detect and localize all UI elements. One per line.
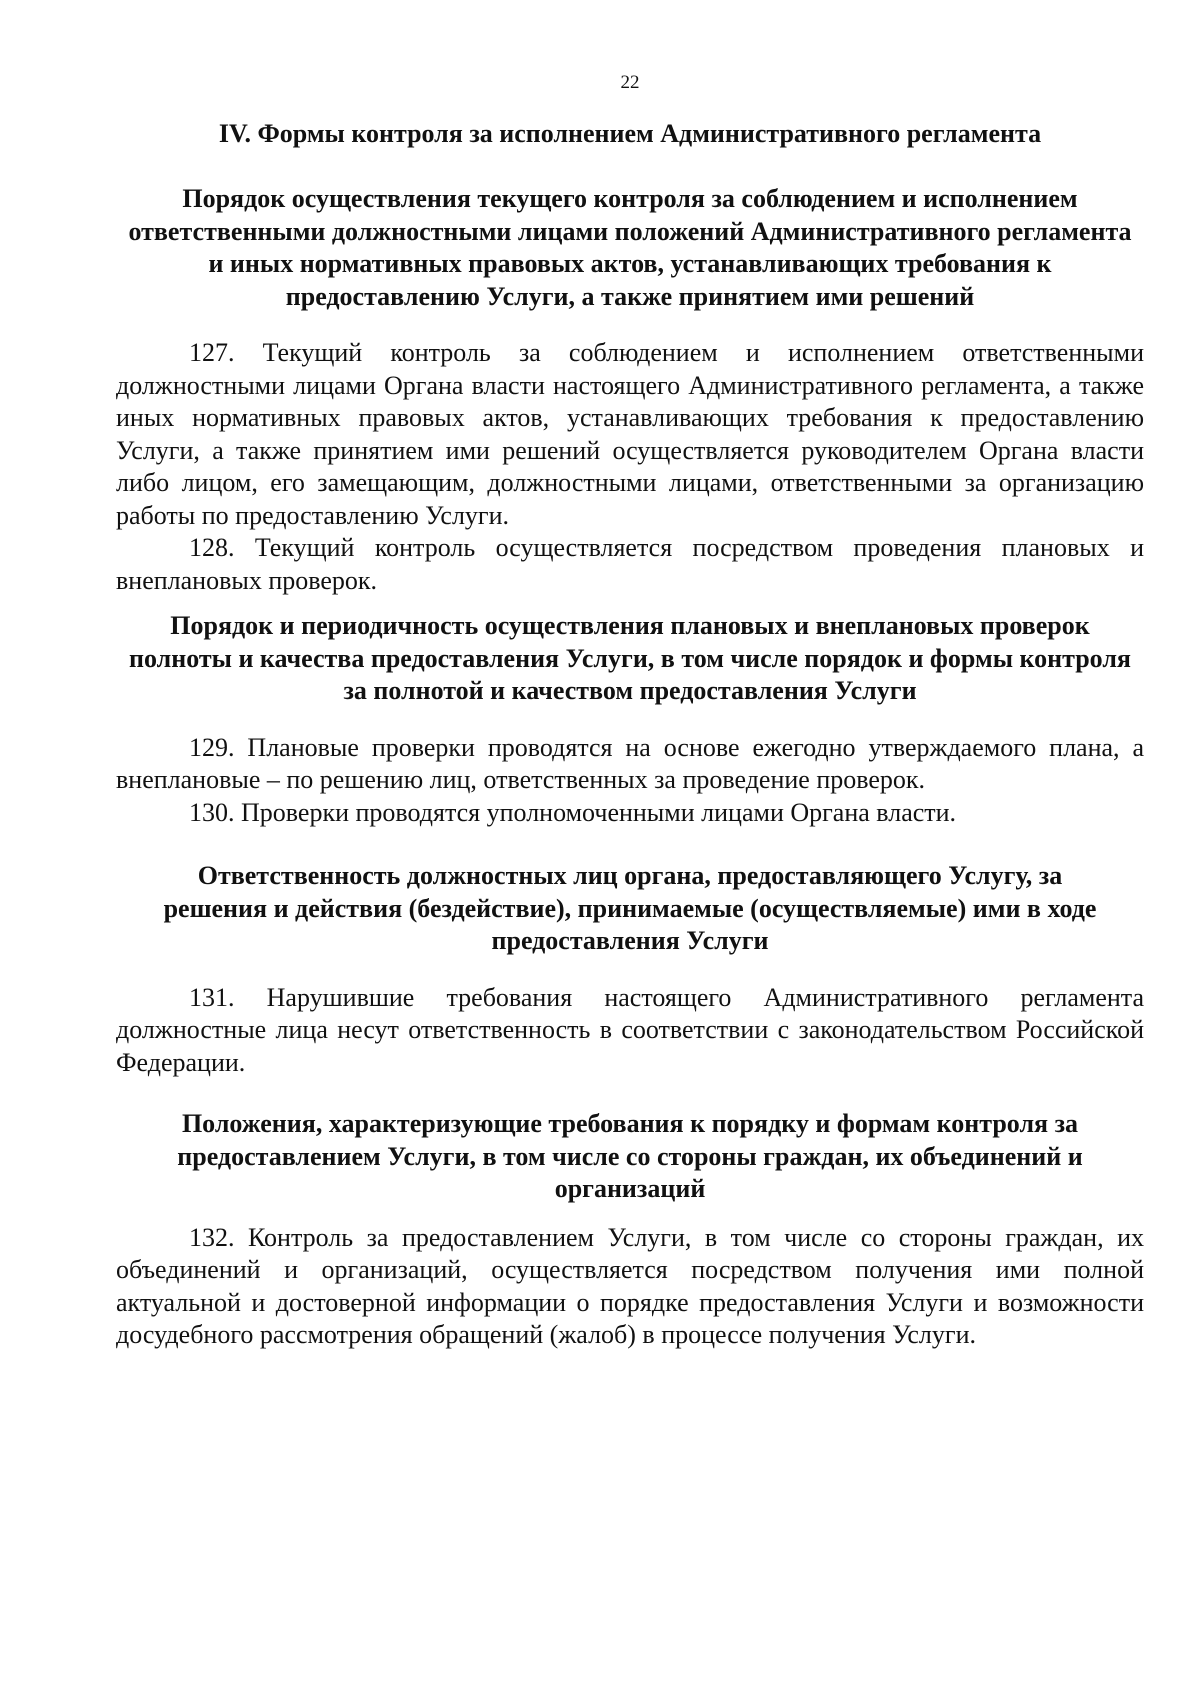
page-number: 22 [620,72,640,93]
section-inspections [116,610,1144,829]
paragraph-127: 127. Текущий контроль за соблюдением и исполнением ответственными должностными лицами Органа власти настоящего Административного регламента, а также иных нормативных правовых актов, устанавливающих требования к предоставлению Услуги, а также принятием ими решений осуществляется руководителем Органа власти либо лицом, его замещающим, должностными лицами, ответственными за организацию работы по предоставлению Услуги. [116,338,1144,530]
document-page [116,0,1144,1697]
paragraph-131: 131. Нарушившие требования настоящего Административного регламента должностные лица несут ответственность в соответствии с законодательством Российской Федерации. [116,982,1144,1077]
section-current-control [116,183,1144,597]
section-responsibility [116,860,1144,1079]
section-heading: Положения, характеризующие требования к порядку и формам контроля за предоставлением Услуги, в том числе со стороны граждан, их объединений и организаций [177,1109,1083,1203]
section-heading: Порядок и периодичность осуществления плановых и внеплановых проверок полноты и качества предоставления Услуги, в том числе порядок и формы контроля за полнотой и качеством предоставления Услуги [129,611,1131,705]
section-heading: Ответственность должностных лиц органа, предоставляющего Услугу, за решения и действия (бездействие), принимаемые (осуществляемые) ими в ходе предоставления Услуги [163,861,1097,955]
section-citizen-control [116,1108,1144,1352]
section-heading: Порядок осуществления текущего контроля за соблюдением и исполнением ответственными должностными лицами положений Административного регламента и иных нормативных правовых актов, устанавливающих требования к предоставлению Услуги, а также принятием ими решений [128,184,1132,311]
paragraph-128: 128. Текущий контроль осуществляется посредством проведения плановых и внеплановых проверок. [116,533,1144,595]
paragraph-130: 130. Проверки проводятся уполномоченными лицами Органа власти. [189,797,957,827]
paragraph-129: 129. Плановые проверки проводятся на основе ежегодно утверждаемого плана, а внеплановые – по решению лиц, ответственных за проведение проверок. [116,732,1144,794]
chapter-title: IV. Формы контроля за исполнением Административного регламента [218,119,1042,148]
paragraph-132: 132. Контроль за предоставлением Услуги, в том числе со стороны граждан, их объединений и организаций, осуществляется посредством получения ими полной актуальной и достоверной информации о порядке предоставления Услуги и возможности досудебного рассмотрения обращений (жалоб) в процессе получения Услуги. [116,1222,1144,1349]
